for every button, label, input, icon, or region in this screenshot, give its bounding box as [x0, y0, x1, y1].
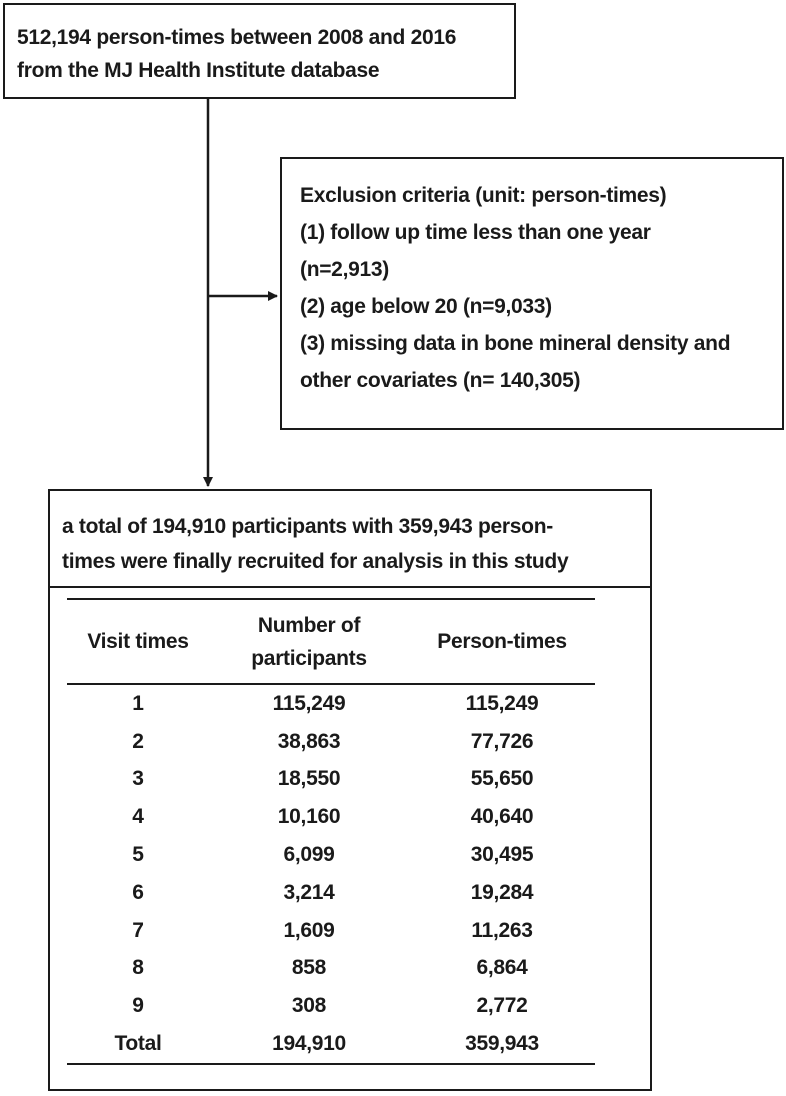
exclusion-item-2: (2) age below 20 (n=9,033) [300, 295, 552, 318]
header-visit-times: Visit times [87, 630, 189, 653]
cell-participants: 38,863 [277, 729, 341, 753]
cell-person-times: 6,864 [476, 956, 528, 980]
cell-visit-times: 7 [132, 918, 144, 942]
final-line-1: a total of 194,910 participants with 359,943 person- [62, 515, 553, 538]
cell-visit-times: 6 [132, 880, 144, 904]
cell-participants: 194,910 [272, 1032, 346, 1056]
header-participants-line-2: participants [251, 646, 367, 670]
cell-visit-times: 4 [132, 805, 144, 829]
cell-visit-times: 2 [132, 729, 144, 753]
header-participants-line-1: Number of [257, 613, 361, 637]
cell-person-times: 30,495 [470, 843, 534, 867]
cell-participants: 1,609 [283, 918, 335, 942]
cell-person-times: 40,640 [470, 805, 534, 829]
cell-participants: 6,099 [283, 843, 335, 867]
cell-visit-times: 8 [132, 956, 144, 980]
cell-visit-times: 5 [132, 843, 144, 867]
cell-person-times: 11,263 [471, 918, 533, 942]
cell-person-times: 55,650 [470, 767, 534, 791]
cell-participants: 115,249 [272, 691, 346, 715]
source-line-2: from the MJ Health Institute database [17, 59, 380, 82]
cell-person-times: 2,772 [476, 994, 528, 1018]
cell-visit-times: 1 [132, 691, 144, 715]
cell-person-times: 77,726 [470, 729, 534, 753]
source-line-1: 512,194 person-times between 2008 and 2016 [17, 26, 457, 49]
cell-visit-times: 3 [132, 767, 144, 791]
cell-participants: 858 [291, 956, 327, 980]
exclusion-item-1: (1) follow up time less than one year [300, 221, 651, 244]
cell-participants: 10,160 [277, 805, 341, 829]
exclusion-title: Exclusion criteria (unit: person-times) [300, 184, 667, 207]
cell-person-times: 359,943 [465, 1032, 539, 1056]
cell-visit-times: 9 [132, 994, 144, 1018]
cell-participants: 18,550 [277, 767, 341, 791]
header-person-times: Person-times [437, 630, 567, 653]
exclusion-item-3: (3) missing data in bone mineral density and [300, 332, 731, 355]
cell-visit-times: Total [114, 1032, 162, 1056]
cell-participants: 308 [291, 994, 327, 1018]
exclusion-item-3-cont: other covariates (n= 140,305) [300, 369, 581, 392]
cell-person-times: 115,249 [465, 691, 539, 715]
cell-participants: 3,214 [283, 880, 335, 904]
exclusion-item-1-count: (n=2,913) [300, 258, 389, 281]
final-line-2: times were finally recruited for analysis in this study [62, 550, 569, 573]
cell-person-times: 19,284 [470, 880, 534, 904]
